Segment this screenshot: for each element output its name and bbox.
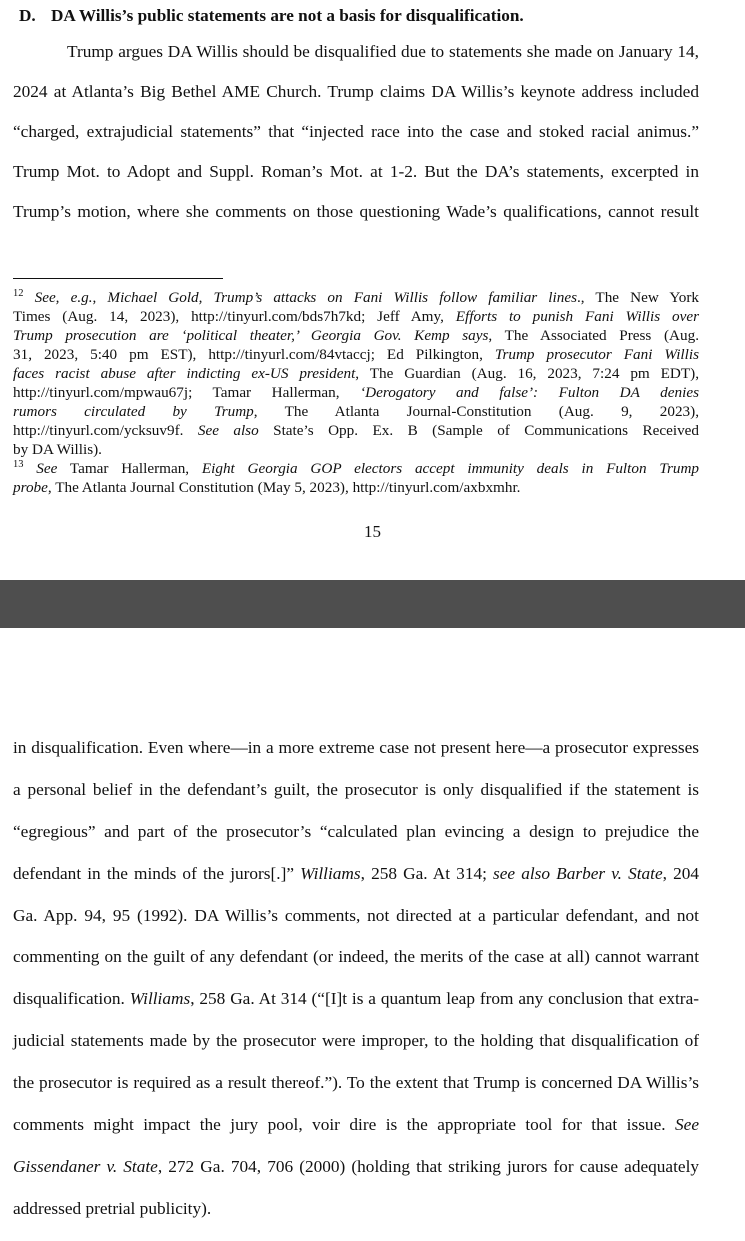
footnote-12-line: rumors circulated by Trump, The Atlanta Journal-Constitution (Aug. 9, 2023),	[13, 403, 699, 420]
text-line: the prosecutor is required as a result thereof.”). To the extent that Trump is concerned DA Willis’s	[13, 1073, 699, 1093]
page-number: 15	[364, 522, 381, 541]
body-paragraph-bottom	[13, 738, 699, 1241]
text-line: Trump Mot. to Adopt and Suppl. Roman’s Mot. at 1-2. But the DA’s statements, excerpted in	[13, 162, 699, 181]
case-citation: Williams	[129, 989, 191, 1009]
text-line: comments might impact the jury pool, voir dire is the appropriate tool for that issue. See	[13, 1115, 699, 1135]
footnote-12-line: 31, 2023, 5:40 pm EST), http://tinyurl.com/84vtaccj; Ed Pilkington, Trump prosecutor Fani Willis	[13, 346, 699, 363]
footnote-12-line: Times (Aug. 14, 2023), http://tinyurl.com/bds7h7kd; Jeff Amy, Efforts to punish Fani Willis over	[13, 308, 699, 325]
text-line: Gissendaner v. State, 272 Ga. 704, 706 (2000) (holding that striking jurors for cause adequately	[13, 1156, 700, 1176]
text-line: in disqualification. Even where—in a more extreme case not present here—a prosecutor expresses	[13, 738, 699, 757]
section-heading	[19, 6, 524, 26]
text-line: Trump argues DA Willis should be disqualified due to statements she made on January 14,	[67, 42, 699, 61]
footnote-13-line: $^{13}$ See Tamar Hallerman, Eight Georgia GOP electors accept immunity deals in Fulton Trump	[13, 458, 700, 477]
text-line: Trump’s motion, where she comments on those questioning Wade’s qualifications, cannot result	[13, 202, 699, 221]
footnote-12-line: Trump prosecution are ‘political theater,’ Georgia Gov. Kemp says, The Associated Press (Aug.	[13, 327, 699, 344]
footnote-12-line: http://tinyurl.com/mpwau67j; Tamar Hallerman, ‘Derogatory and false’: Fulton DA denies	[13, 384, 699, 401]
footnotes	[13, 288, 699, 497]
body-paragraph-top	[13, 42, 699, 242]
case-citation: see also Barber v. State	[493, 863, 663, 883]
page-separator	[0, 580, 745, 628]
footnote-12-line: $^{12}$ See, e.g., Michael Gold, Trump’s attacks on Fani Willis follow familiar lines., The New York	[13, 287, 700, 306]
text-line: “egregious” and part of the prosecutor’s “calculated plan evincing a design to prejudice the	[13, 821, 699, 841]
text-line: 2024 at Atlanta’s Big Bethel AME Church. Trump claims DA Willis’s keynote address included	[13, 82, 699, 101]
footnote-13-line: probe, The Atlanta Journal Constitution (May 5, 2023), http://tinyurl.com/axbxmhr.	[13, 479, 521, 496]
case-citation: Gissendaner v. State	[13, 1156, 158, 1176]
footnote-divider	[13, 278, 223, 279]
footnote-12-line: by DA Willis).	[13, 441, 102, 458]
text-line: disqualification. Williams, 258 Ga. At 314 (“[I]t is a quantum leap from any conclusion that extra-	[13, 989, 699, 1009]
footnote-12-line: http://tinyurl.com/ycksuv9f. See also State’s Opp. Ex. B (Sample of Communications Received	[13, 422, 699, 439]
footnote-number: 12	[13, 287, 24, 299]
footnote-number: 13	[13, 458, 24, 470]
text-line: a personal belief in the defendant’s guilt, the prosecutor is only disqualified if the statement is	[13, 779, 699, 799]
text-line: commenting on the guilt of any defendant (or indeed, the merits of the case at all) cannot warrant	[13, 947, 699, 967]
text-line: defendant in the minds of the jurors[.]” Williams, 258 Ga. At 314; see also Barber v. State, 204	[13, 863, 699, 883]
text-line: Ga. App. 94, 95 (1992). DA Willis’s comments, not directed at a particular defendant, and not	[13, 905, 699, 925]
case-citation: Williams	[300, 863, 361, 883]
text-line: “charged, extrajudicial statements” that “injected race into the case and stoked racial animus.”	[13, 122, 699, 141]
footnote-12-line: faces racist abuse after indicting ex-US president, The Guardian (Aug. 16, 2023, 7:24 pm EDT),	[13, 365, 699, 382]
section-title: DA Willis’s public statements are not a basis for disqualification.	[51, 6, 524, 25]
section-label: D.	[19, 6, 36, 25]
text-line: addressed pretrial publicity).	[13, 1198, 212, 1218]
text-line: judicial statements made by the prosecutor were improper, to the holding that disqualification of	[13, 1031, 699, 1051]
